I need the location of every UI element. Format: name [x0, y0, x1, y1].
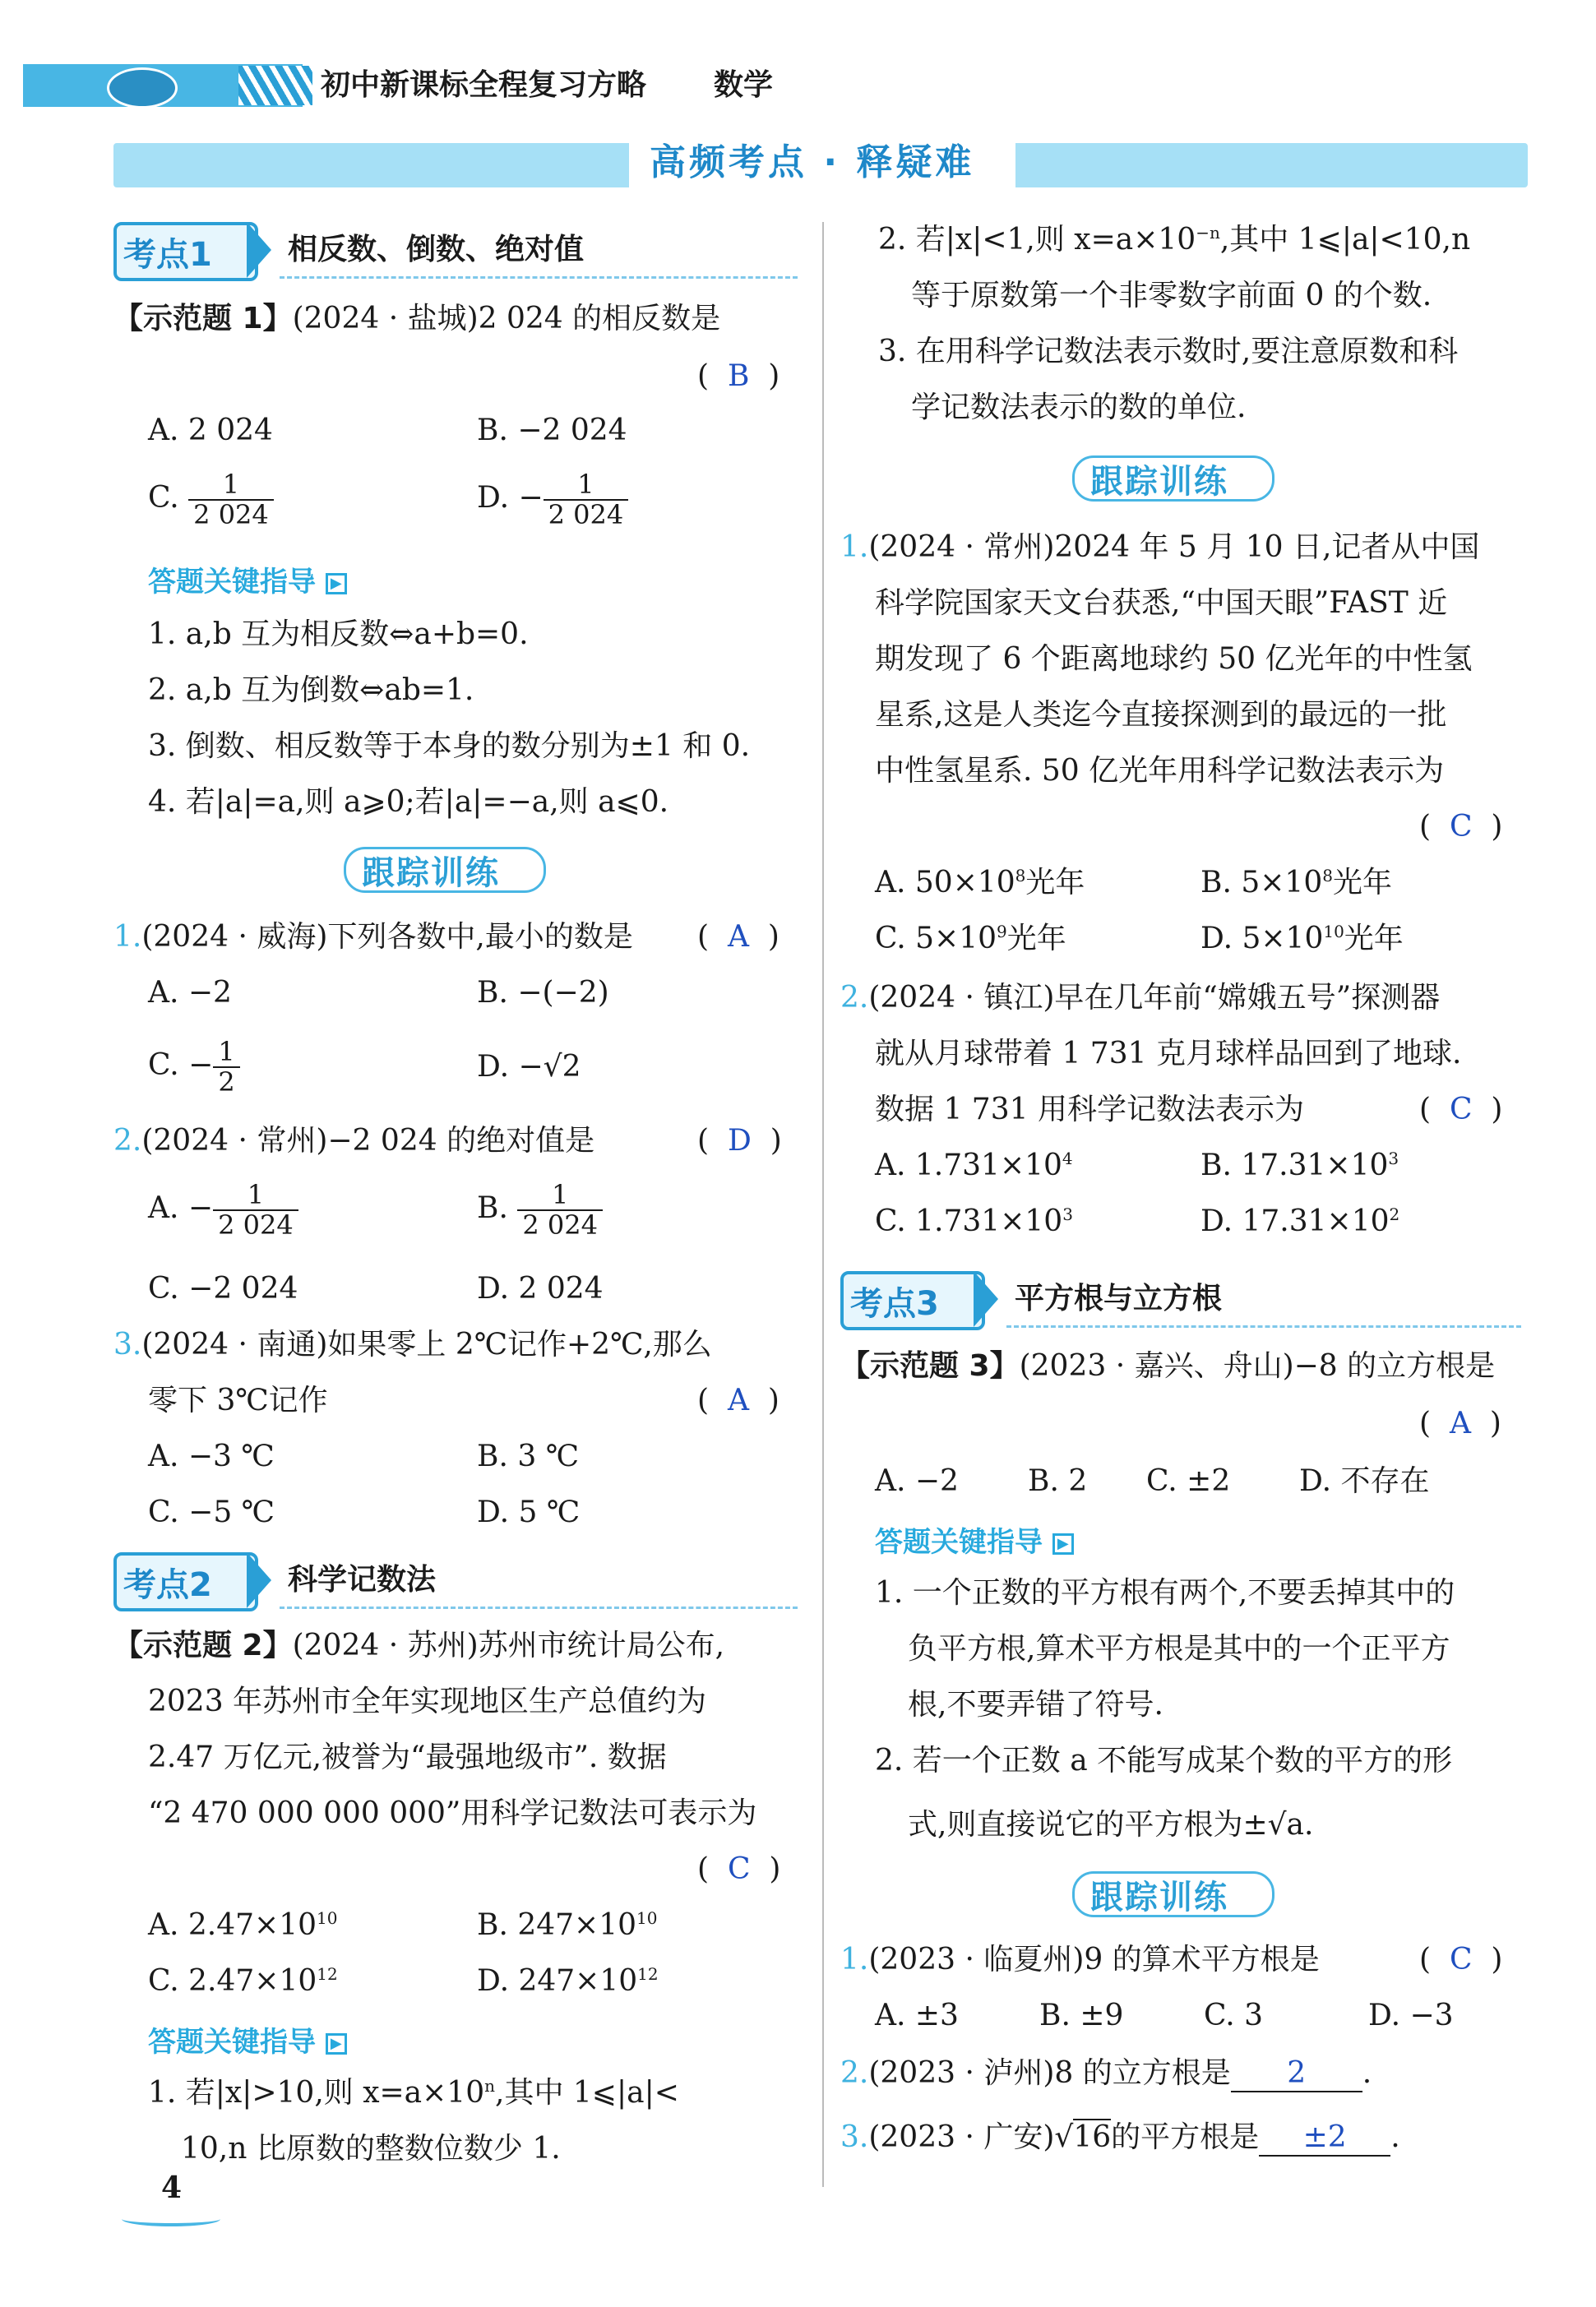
kp1-q1-opt-b: B. −(−2): [477, 976, 609, 1010]
kp2-q1-line5: 中性氢星系. 50 亿光年用科学记数法表示为: [875, 754, 1445, 788]
ex1-opt-d: D. − $\frac{1}{2 024}$: [477, 470, 628, 529]
kp1-q2-answer: D: [727, 1124, 752, 1158]
kp2-q1-opt-c: C. $5\times 10^9$光年: [875, 922, 1066, 955]
kp3-q1-opt-b: B. ±9: [1039, 1999, 1124, 2032]
kp3-q1-opt-d: D. −3: [1368, 1999, 1454, 2032]
ex1-answer: B: [727, 359, 750, 393]
kp1-title: 相反数、倒数、绝对值: [288, 233, 585, 266]
kp2-rule: [280, 1607, 798, 1609]
ex1-opt-b: B. −2 024: [477, 414, 627, 447]
kp2-tip3-line1: 3. 在用科学记数法表示数时,要注意原数和科: [878, 335, 1459, 368]
kp2-tip1-line1: 1. 若|x|>10,则 $x=a\times 10^n$,其中 1⩽|a|<: [148, 2076, 679, 2110]
header-logo-icon: [107, 67, 178, 109]
kp3-tip-line4: 2. 若一个正数 a 不能写成某个数的平方的形: [875, 1744, 1453, 1778]
kp1-q2-opt-c: C. −2 024: [148, 1272, 298, 1306]
kp1-guide-heading: 答题关键指导 ▶: [148, 559, 347, 599]
kp1-q2: 2.(2024 · 常州)−2 024 的绝对值是: [113, 1124, 595, 1158]
kp2-q1-answer: C: [1449, 810, 1473, 844]
kp2-q1-answer-paren: ( C ): [1419, 810, 1503, 844]
ex1-stem: [113, 301, 720, 336]
ex2-line2: 2023 年苏州市全年实现地区生产总值约为: [148, 1685, 707, 1718]
kp3-q1-opt-a: A. ±3: [875, 1999, 959, 2032]
ex3-answer-paren: ( A ): [1419, 1407, 1501, 1440]
kp3-title: 平方根与立方根: [1015, 1282, 1223, 1315]
kp3-q1: 1.(2023 · 临夏州)9 的算术平方根是: [840, 1943, 1320, 1976]
kp1-q2-opt-a: A. − $\frac{1}{2 024}$: [148, 1181, 298, 1240]
kp1-q1-opt-c: C. − $\frac{1}{2}$: [148, 1038, 240, 1097]
page-number: 4: [161, 2171, 183, 2205]
kp2-badge-arrow: [247, 1552, 271, 1608]
kp1-q2-opt-b: B. $\frac{1}{2 024}$: [477, 1181, 603, 1240]
kp1-tip-4: 4. 若|a|=a,则 a⩾0;若|a|=−a,则 a⩽0.: [148, 785, 669, 819]
kp1-tip-1: 1. a,b 互为相反数⇔a+b=0.: [148, 617, 529, 651]
kp3-track-label: 跟踪训练: [1090, 1879, 1228, 1916]
ex1-frac-c: $\frac{1}{2 024}$: [188, 470, 274, 529]
kp1-q3-line1: 3.(2024 · 南通)如果零上 2℃记作+2℃,那么: [113, 1328, 712, 1362]
header-subject: 数学: [714, 68, 774, 102]
kp1-q2-opt-d: D. 2 024: [477, 1272, 604, 1306]
kp3-q3: 3.(2023 · 广安)√16的平方根是 ±2 .: [840, 2120, 1400, 2157]
kp3-rule: [1006, 1325, 1521, 1328]
kp1-tip-3: 3. 倒数、相反数等于本身的数分别为±1 和 0.: [148, 729, 751, 763]
ex2-opt-a: A. $2.47\times 10^{10}$: [148, 1908, 338, 1942]
kp3-tip-line1: 1. 一个正数的平方根有两个,不要丢掉其中的: [875, 1576, 1455, 1610]
kp2-q2-line2: 就从月球带着 1 731 克月球样品回到了地球.: [875, 1037, 1462, 1070]
kp3-tip-line3: 根,不要弄错了符号.: [908, 1688, 1163, 1722]
kp3-tip-line5: 式,则直接说它的平方根为±√a.: [908, 1808, 1314, 1842]
kp3-guide-heading: 答题关键指导 ▶: [875, 1519, 1074, 1560]
ex3-opt-b: B. 2: [1028, 1464, 1088, 1498]
kp1-tip-2: 2. a,b 互为倒数⇔ab=1.: [148, 673, 474, 707]
kp1-track-label: 跟踪训练: [362, 854, 500, 892]
kp3-tip-line2: 负平方根,算术平方根是其中的一个正平方: [908, 1632, 1450, 1666]
kp1-q2-answer-paren: ( D ): [697, 1124, 782, 1158]
banner-title: 高频考点 · 释疑难: [650, 141, 975, 183]
kp2-guide-heading: 答题关键指导 ▶: [148, 2019, 347, 2060]
kp2-q2-answer-paren: ( C ): [1419, 1093, 1503, 1126]
kp3-q2-answer-blank[interactable]: 2: [1231, 2055, 1362, 2092]
kp1-q1: 1.(2024 · 威海)下列各数中,最小的数是: [113, 920, 633, 954]
ex1-frac-d: $\frac{1}{2 024}$: [544, 470, 629, 529]
kp3-q1-answer-paren: ( C ): [1419, 1943, 1503, 1976]
kp2-q1-line4: 星系,这是人类迄今直接探测到的最远的一批: [875, 698, 1447, 732]
kp2-q2-opt-c: C. $1.731\times 10^3$: [875, 1204, 1073, 1238]
kp2-tip2-line1: 2. 若|x|<1,则 $x=a\times 10^{-n}$,其中 1⩽|a|<10,n: [878, 223, 1471, 257]
kp2-q1-line3: 期发现了 6 个距离地球约 50 亿光年的中性氢: [875, 642, 1473, 676]
kp2-q2-line3: 数据 1 731 用科学记数法表示为: [875, 1093, 1304, 1126]
ex2-line3: 2.47 万亿元,被誉为“最强地级市”. 数据: [148, 1741, 667, 1774]
play-icon: ▶: [1052, 1533, 1074, 1555]
kp3-badge-arrow: [974, 1271, 998, 1327]
kp3-q3-answer-blank[interactable]: ±2: [1259, 2120, 1390, 2157]
kp1-q1-answer: A: [727, 920, 749, 954]
ex2-opt-d: D. $247\times 10^{12}$: [477, 1964, 659, 1998]
ex2-opt-b: B. $247\times 10^{10}$: [477, 1908, 658, 1942]
column-divider: [822, 222, 824, 2187]
page-number-wave-icon: [122, 2212, 220, 2226]
kp1-rule: [280, 276, 798, 279]
kp2-q1-line2: 科学院国家天文台获悉,“中国天眼”FAST 近: [875, 586, 1448, 620]
ex1-opt-c: C. $\frac{1}{2 024}$: [148, 470, 274, 529]
kp2-q2-opt-a: A. $1.731\times 10^4$: [875, 1149, 1073, 1182]
kp3-q1-answer: C: [1449, 1943, 1473, 1976]
ex2-opt-c: C. $2.47\times 10^{12}$: [148, 1964, 338, 1998]
kp3-q1-opt-c: C. 3: [1204, 1999, 1264, 2032]
kp2-q1-opt-d: D. $5\times 10^{10}$光年: [1200, 922, 1404, 955]
kp2-badge-label: 考点2: [123, 1566, 212, 1604]
kp1-q1-answer-paren: ( A ): [697, 920, 779, 954]
kp3-q2: 2.(2023 · 泸州)8 的立方根是 2 .: [840, 2055, 1372, 2092]
ex3-stem: 【示范题 3】(2023 · 嘉兴、舟山)−8 的立方根是: [840, 1349, 1496, 1383]
ex2-line4: “2 470 000 000 000”用科学记数法可表示为: [148, 1796, 757, 1830]
ex1-opt-a: A. 2 024: [148, 414, 273, 447]
ex3-answer: A: [1449, 1407, 1471, 1440]
kp1-q3-answer-paren: ( A ): [697, 1384, 779, 1417]
kp2-q1-opt-b: B. $5\times 10^8$光年: [1200, 866, 1392, 899]
kp1-q3-answer: A: [727, 1384, 749, 1417]
kp2-tip2-line2: 等于原数第一个非零数字前面 0 的个数.: [911, 279, 1432, 312]
kp1-badge-arrow: [247, 222, 271, 278]
ex2-answer-paren: ( C ): [697, 1852, 781, 1886]
ex2-answer: C: [727, 1852, 751, 1886]
kp2-q1-line1: 1.(2024 · 常州)2024 年 5 月 10 日,记者从中国: [840, 530, 1480, 564]
ex2-line1: 【示范题 2】(2024 · 苏州)苏州市统计局公布,: [113, 1629, 725, 1662]
kp2-tip3-line2: 学记数法表示的数的单位.: [911, 391, 1247, 424]
kp1-q3-opt-d: D. 5 ℃: [477, 1496, 581, 1529]
kp2-title: 科学记数法: [288, 1563, 437, 1597]
ex3-opt-a: A. −2: [875, 1464, 959, 1498]
kp2-track-label: 跟踪训练: [1090, 463, 1228, 501]
play-icon: ▶: [326, 573, 347, 594]
ex1-label: 【示范题 1】: [113, 302, 293, 335]
play-icon: ▶: [326, 2033, 347, 2055]
kp2-q2-line1: 2.(2024 · 镇江)早在几年前“嫦娥五号”探测器: [840, 981, 1441, 1015]
ex1-answer-paren: ( B ): [697, 359, 780, 393]
kp2-q1-opt-a: A. $50\times 10^8$光年: [875, 866, 1085, 899]
header-title: 初中新课标全程复习方略: [321, 68, 647, 102]
kp2-q2-opt-d: D. $17.31\times 10^2$: [1200, 1204, 1400, 1238]
kp1-q3-opt-c: C. −5 ℃: [148, 1496, 275, 1529]
kp2-q2-answer: C: [1449, 1093, 1473, 1126]
sqrt-icon: √: [1054, 2120, 1074, 2154]
kp1-q3-opt-b: B. 3 ℃: [477, 1440, 579, 1473]
kp1-q3-line2: 零下 3℃记作: [148, 1384, 328, 1417]
kp3-badge-label: 考点3: [850, 1285, 939, 1323]
kp1-q1-opt-d: D. −√2: [477, 1050, 581, 1084]
kp1-badge-label: 考点1: [123, 236, 212, 274]
kp2-q2-opt-b: B. $17.31\times 10^3$: [1200, 1149, 1399, 1182]
header-stripes: [238, 66, 312, 105]
ex1-text: (2024 · 盐城)2 024 的相反数是: [292, 302, 721, 335]
kp1-q1-opt-a: A. −2: [148, 976, 232, 1010]
ex3-opt-d: D. 不存在: [1299, 1464, 1430, 1498]
kp1-q3-opt-a: A. −3 ℃: [148, 1440, 275, 1473]
kp2-tip1-line2: 10,n 比原数的整数位数少 1.: [181, 2132, 561, 2166]
ex3-opt-c: C. ±2: [1146, 1464, 1231, 1498]
